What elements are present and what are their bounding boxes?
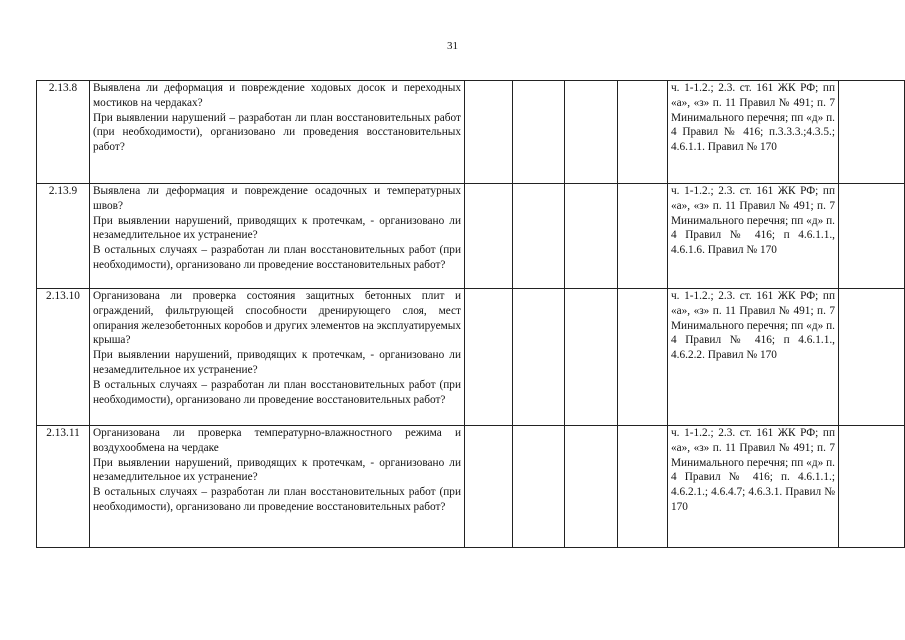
answer-cell-na[interactable] — [565, 426, 618, 548]
question-text: В остальных случаях – разработан ли план восстановительных работ (при необходимости), организовано ли проведение восстановительных работ? — [93, 378, 461, 406]
answer-cell-no[interactable] — [513, 184, 565, 289]
question-text: Организована ли проверка состояния защитных бетонных плит и ограждений, фильтрующей способности дренирующего слоя, мест опирания железобетонных коробов и других элементов на эксплуатируемых крыша? — [93, 290, 461, 347]
table-row — [37, 184, 905, 289]
answer-cell-na[interactable] — [565, 184, 618, 289]
answer-cell-no[interactable] — [513, 426, 565, 548]
notes-cell[interactable] — [839, 184, 905, 289]
reference-cell: ч. 1-1.2.; 2.3. ст. 161 ЖК РФ; пп «а», «з» п. 11 Правил № 491; п. 7 Минимального перечня; пп «д» п. 4 Правил № 416; п 4.6.1.1., 4.6.1.6. Правил № 170 — [668, 184, 839, 289]
table-row — [37, 426, 905, 548]
row-number: 2.13.10 — [37, 289, 90, 426]
table-row — [37, 81, 905, 184]
row-number: 2.13.9 — [37, 184, 90, 289]
question-text: При выявлении нарушений, приводящих к протечкам, - организовано ли незамедлительное их устранение? — [93, 349, 461, 376]
notes-cell[interactable] — [839, 289, 905, 426]
answer-cell-yes[interactable] — [465, 184, 513, 289]
question-cell — [90, 81, 465, 184]
question-text: В остальных случаях – разработан ли план восстановительных работ (при необходимости), организовано ли проведение восстановительных работ? — [93, 244, 461, 271]
answer-cell-na[interactable] — [565, 289, 618, 426]
question-cell — [90, 426, 465, 548]
question-cell — [90, 184, 465, 289]
question-cell — [90, 289, 465, 426]
row-number: 2.13.8 — [37, 81, 90, 184]
question-text: При выявлении нарушений, приводящих к протечкам, - организовано ли незамедлительное их устранение? — [93, 214, 461, 242]
table-row — [37, 289, 905, 426]
question-text: Выявлена ли деформация и повреждение ходовых досок и переходных мостиков на чердаках? — [93, 82, 461, 109]
question-text: В остальных случаях – разработан ли план восстановительных работ (при необходимости), организовано ли проведение восстановительных работ? — [93, 486, 461, 513]
question-text: При выявлении нарушений – разработан ли план восстановительных работ (при необходимости), организовано ли проведения восстановительных работ? — [93, 111, 461, 154]
answer-cell-extra[interactable] — [618, 289, 668, 426]
notes-cell[interactable] — [839, 81, 905, 184]
notes-cell[interactable] — [839, 426, 905, 548]
question-text: Организована ли проверка температурно-влажностного режима и воздухообмена на чердаке — [93, 427, 461, 454]
reference-cell: ч. 1-1.2.; 2.3. ст. 161 ЖК РФ; пп «а», «з» п. 11 Правил № 491; п. 7 Минимального перечня; пп «д» п. 4 Правил № 416; п. 4.6.1.1.; 4.6.2.1.; 4.6.4.7; 4.6.3.1. Правил № 170 — [668, 426, 839, 548]
row-number: 2.13.11 — [37, 426, 90, 548]
answer-cell-extra[interactable] — [618, 184, 668, 289]
checklist-table — [36, 80, 905, 548]
answer-cell-yes[interactable] — [465, 426, 513, 548]
answer-cell-extra[interactable] — [618, 426, 668, 548]
question-text: При выявлении нарушений, приводящих к протечкам, - организовано ли незамедлительное их устранение? — [93, 456, 461, 484]
page-number: 31 — [447, 40, 458, 52]
reference-cell: ч. 1-1.2.; 2.3. ст. 161 ЖК РФ; пп «а», «з» п. 11 Правил № 491; п. 7 Минимального перечня; пп «д» п. 4 Правил № 416; п.3.3.3.;4.3.5.; 4.6.1.1. Правил № 170 — [668, 81, 839, 184]
answer-cell-no[interactable] — [513, 289, 565, 426]
question-text: Выявлена ли деформация и повреждение осадочных и температурных швов? — [93, 185, 461, 212]
answer-cell-na[interactable] — [565, 81, 618, 184]
answer-cell-yes[interactable] — [465, 289, 513, 426]
answer-cell-yes[interactable] — [465, 81, 513, 184]
answer-cell-extra[interactable] — [618, 81, 668, 184]
answer-cell-no[interactable] — [513, 81, 565, 184]
reference-cell: ч. 1-1.2.; 2.3. ст. 161 ЖК РФ; пп «а», «з» п. 11 Правил № 491; п. 7 Минимального перечня; пп «д» п. 4 Правил № 416; п 4.6.1.1., 4.6.2.2. Правил № 170 — [668, 289, 839, 426]
